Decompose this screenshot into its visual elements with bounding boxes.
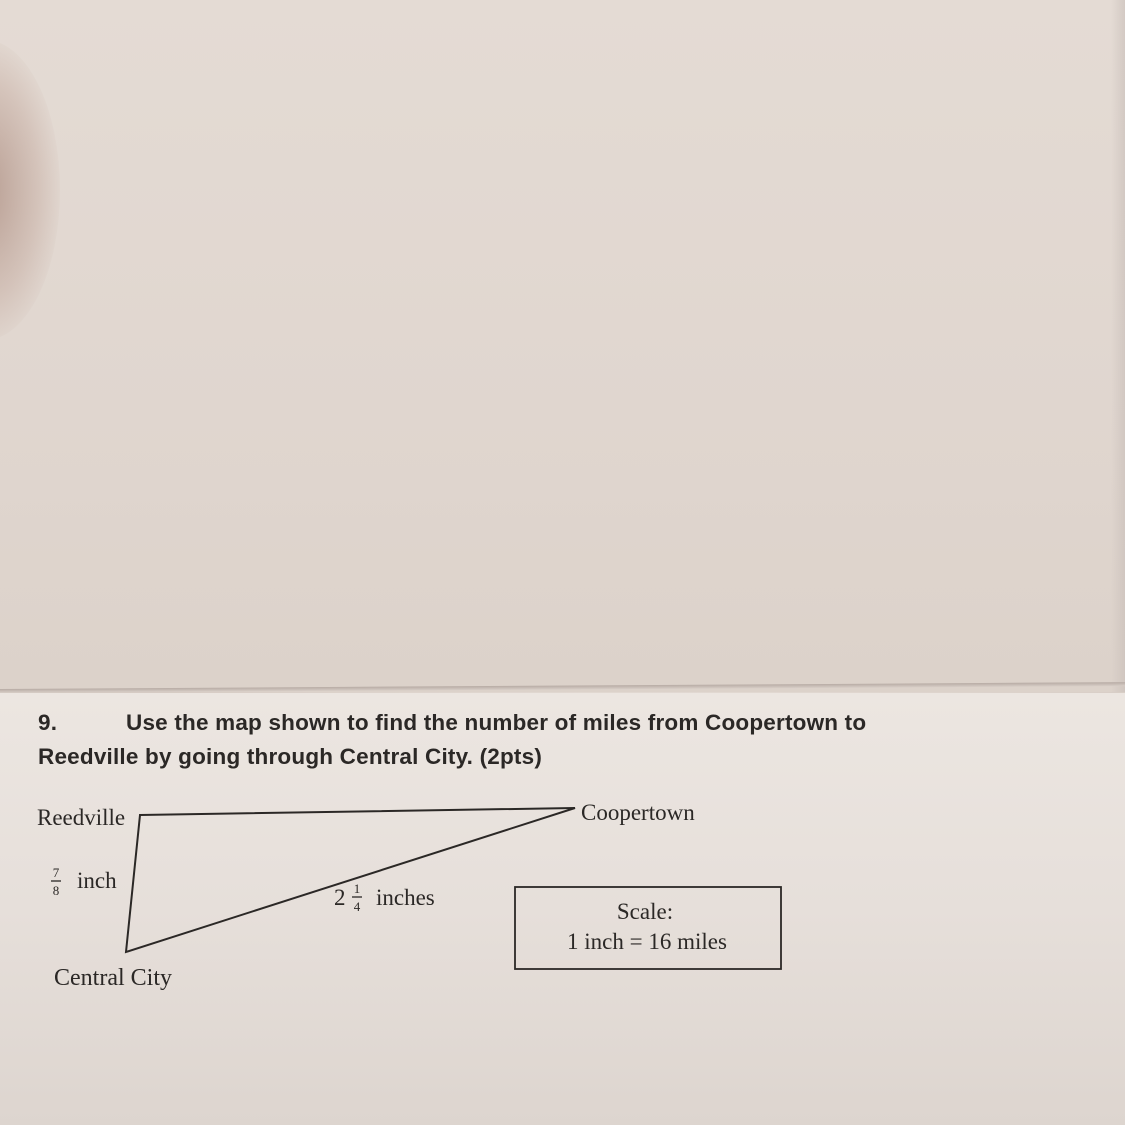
fraction-denominator: 4	[353, 899, 361, 914]
question-text-line1: Use the map shown to find the number of miles from Coopertown to	[126, 710, 867, 735]
side-length-left	[51, 865, 117, 898]
question-text-line2: Reedville by going through Central City. (2pts)	[38, 744, 543, 769]
unit-label: inches	[376, 885, 435, 910]
reedville-label: Reedville	[37, 805, 126, 830]
route-triangle	[126, 808, 575, 952]
central-city-label: Central City	[54, 965, 172, 991]
side-length-hypotenuse	[334, 881, 435, 914]
scale-title: Scale:	[616, 899, 674, 924]
fraction-numerator: 7	[52, 865, 60, 880]
unit-label: inch	[77, 868, 117, 893]
fraction-denominator: 8	[52, 883, 60, 898]
scale-box	[515, 887, 781, 969]
scale-value: 1 inch = 16 miles	[567, 929, 727, 954]
fraction-numerator: 1	[353, 881, 361, 896]
question-number: 9.	[38, 710, 58, 735]
coopertown-label: Coopertown	[581, 800, 695, 825]
mixed-whole: 2	[334, 885, 346, 910]
